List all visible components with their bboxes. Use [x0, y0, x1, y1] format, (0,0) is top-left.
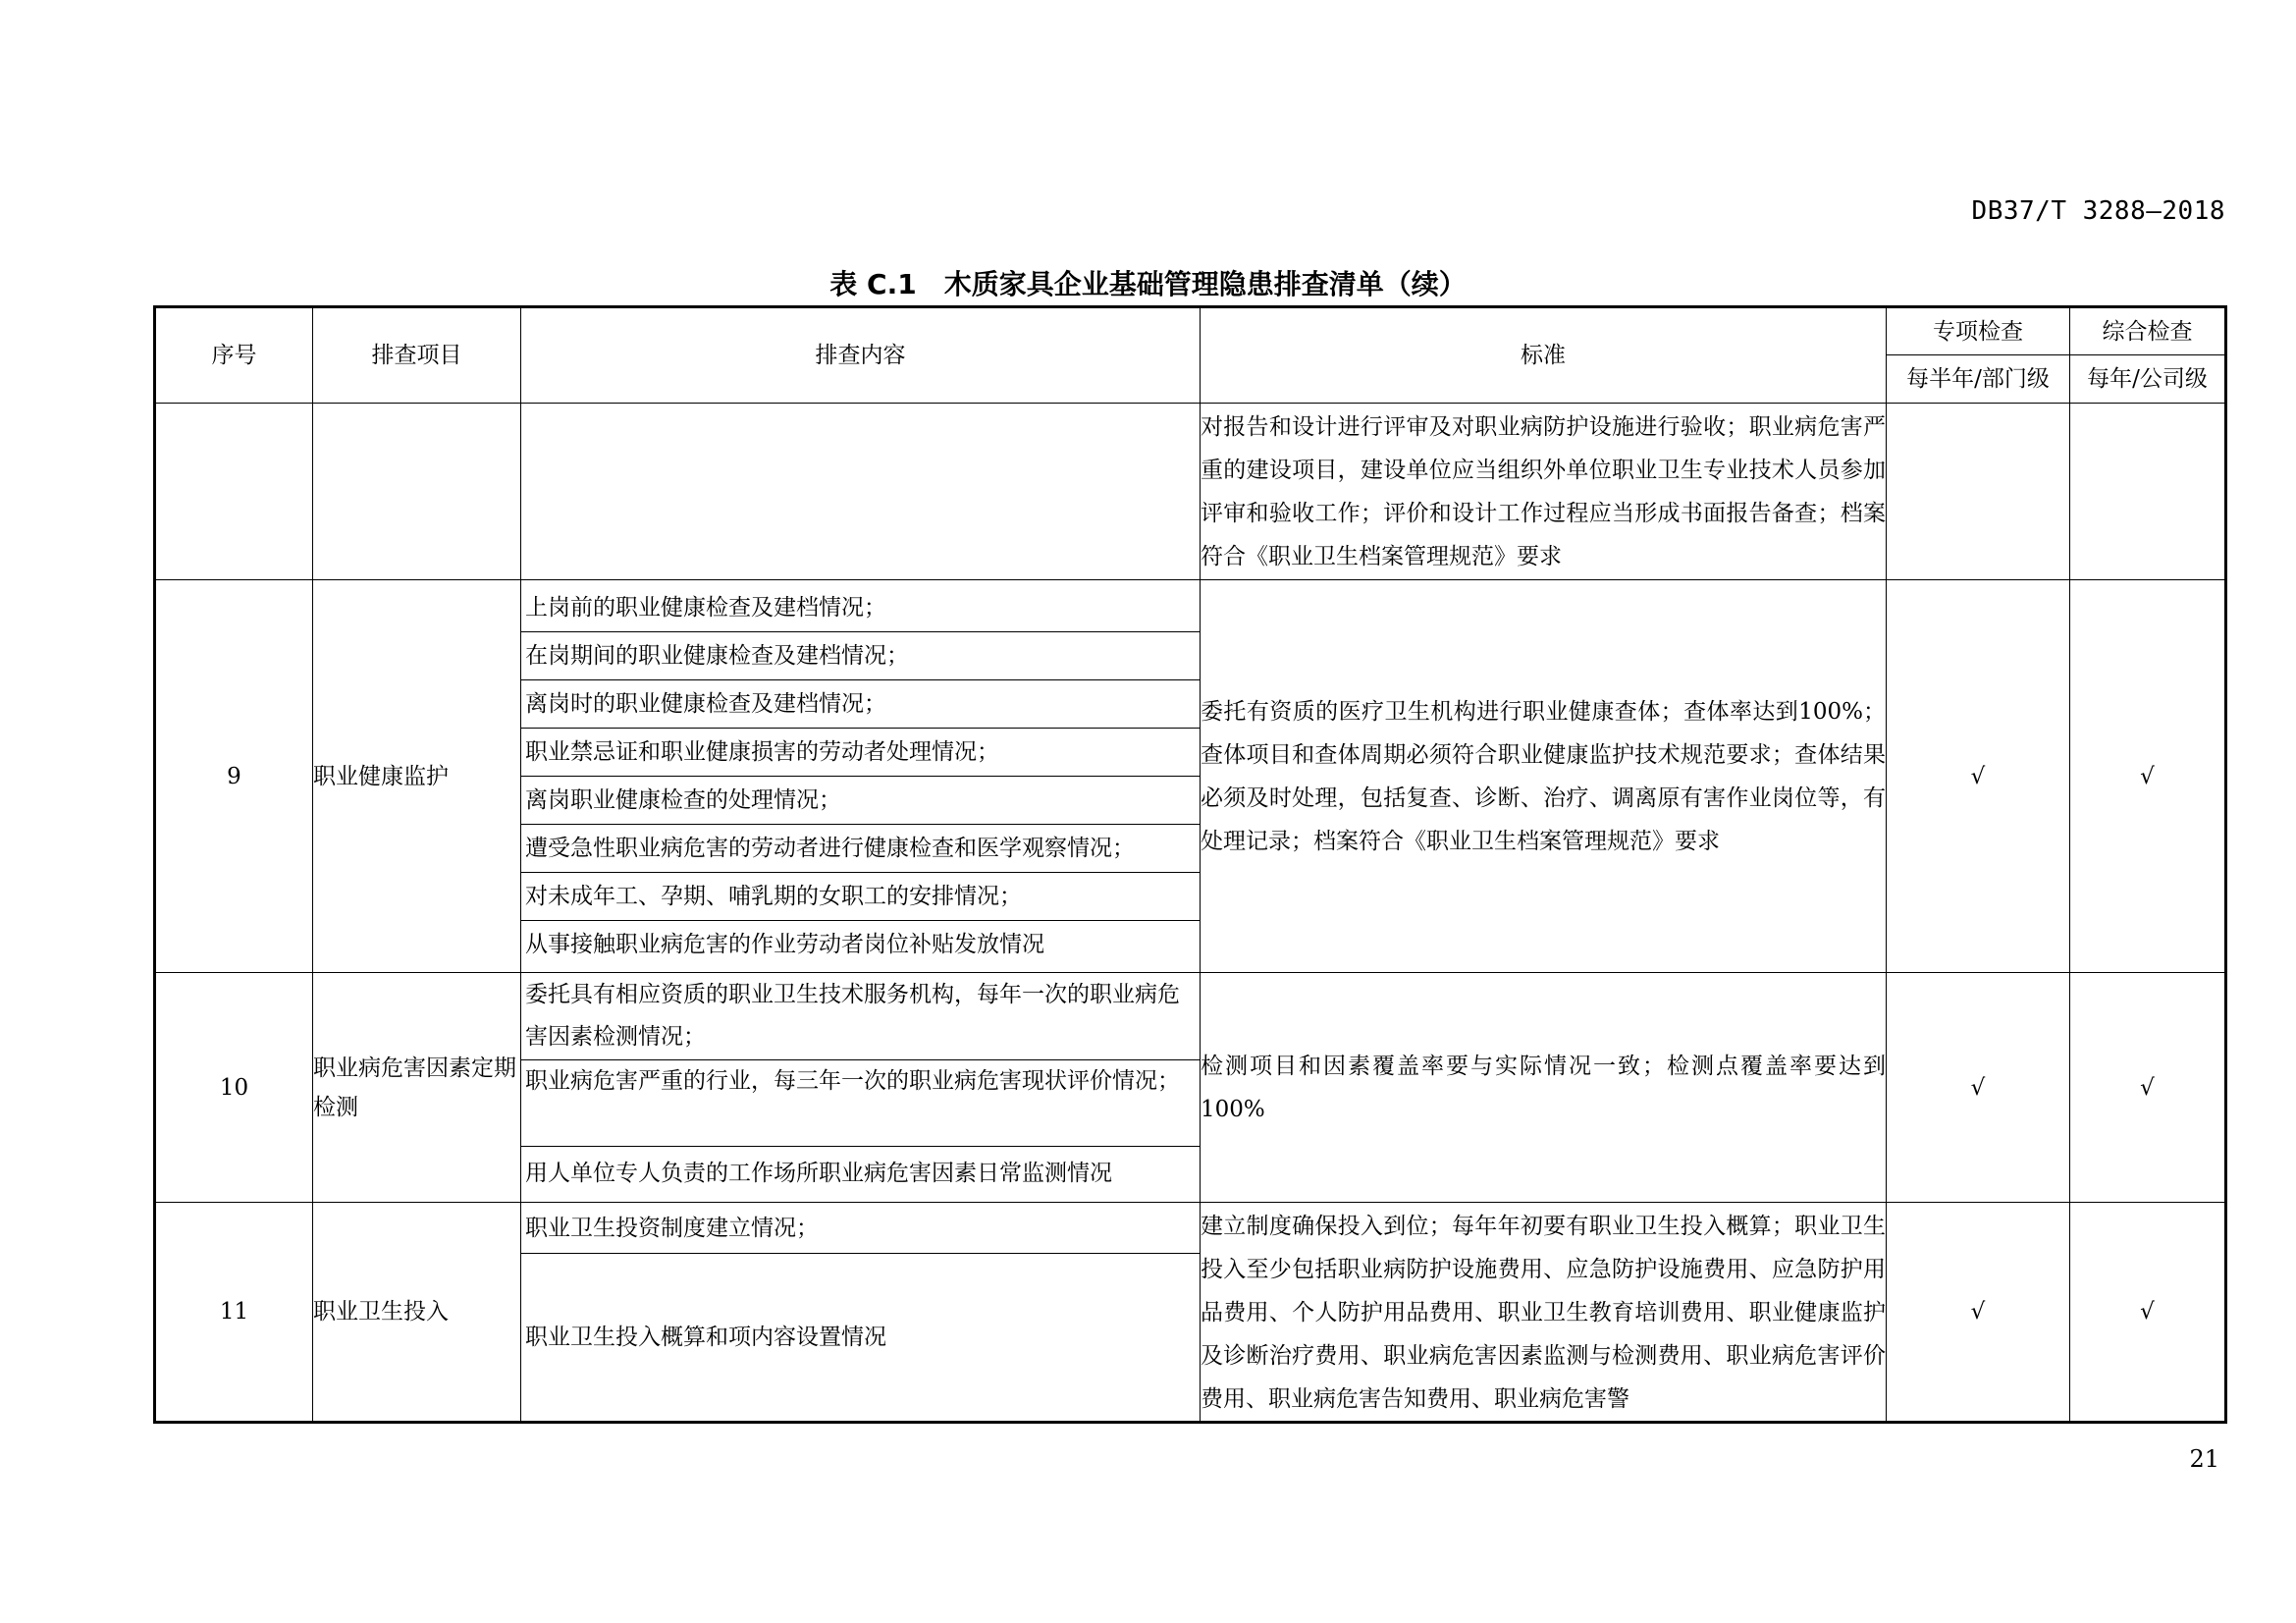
- general-check-mark: √: [2070, 973, 2226, 1203]
- content-item: 用人单位专人负责的工作场所职业病危害因素日常监测情况: [525, 1161, 1112, 1186]
- header-row: [155, 307, 2226, 355]
- header-general-check: 综合检查: [2070, 307, 2226, 355]
- content-cell: [521, 973, 1201, 1203]
- header-item: 排查项目: [313, 307, 521, 404]
- content-cell: [521, 1203, 1201, 1423]
- item-cell: 职业病危害因素定期检测: [313, 973, 521, 1203]
- content-item: 职业病危害严重的行业，每三年一次的职业病危害现状评价情况；: [521, 1060, 1200, 1147]
- table-row: [155, 973, 2226, 1203]
- table-row: [155, 404, 2226, 580]
- general-check-mark: √: [2070, 1203, 2226, 1423]
- hazard-checklist-table: [153, 305, 2227, 1424]
- content-item: 对未成年工、孕期、哺乳期的女职工的安排情况；: [521, 873, 1200, 921]
- item-cell: 职业卫生投入: [313, 1203, 521, 1423]
- item-cell: 职业健康监护: [313, 580, 521, 973]
- table-title: 表 C.1 木质家具企业基础管理隐患排查清单（续）: [829, 268, 1467, 300]
- content-item: 职业卫生投资制度建立情况；: [521, 1203, 1200, 1254]
- content-item: 离岗职业健康检查的处理情况；: [521, 777, 1200, 825]
- special-check-mark: √: [1887, 973, 2070, 1203]
- header-special-frequency: 每半年/部门级: [1887, 355, 2070, 404]
- header-content: 排查内容: [521, 307, 1201, 404]
- content-item: 职业禁忌证和职业健康损害的劳动者处理情况；: [521, 729, 1200, 777]
- special-check-cell: [1887, 404, 2070, 580]
- content-item: 委托具有相应资质的职业卫生技术服务机构，每年一次的职业病危害因素检测情况；: [521, 974, 1200, 1060]
- special-check-mark: √: [1887, 580, 2070, 973]
- table-row: [155, 1203, 2226, 1423]
- content-item-text: 职业卫生投入概算和项内容设置情况: [525, 1325, 886, 1350]
- header-general-frequency: 每年/公司级: [2070, 355, 2226, 404]
- seq-cell: 11: [155, 1203, 313, 1423]
- seq-cell: 9: [155, 580, 313, 973]
- content-item: 离岗时的职业健康检查及建档情况；: [521, 680, 1200, 729]
- standard-cell: 对报告和设计进行评审及对职业病防护设施进行验收；职业病危害严重的建设项目，建设单位应当组织外单位职业卫生专业技术人员参加评审和验收工作；评价和设计工作过程应当形成书面报告备查；档案符合《职业卫生档案管理规范》要求: [1201, 404, 1887, 580]
- header-special-check: 专项检查: [1887, 307, 2070, 355]
- general-check-mark: √: [2070, 580, 2226, 973]
- standard-cell: 委托有资质的医疗卫生机构进行职业健康查体；查体率达到100%；查体项目和查体周期必须符合职业健康监护技术规范要求；查体结果必须及时处理，包括复查、诊断、治疗、调离原有害作业岗位等，有处理记录；档案符合《职业卫生档案管理规范》要求: [1201, 580, 1887, 973]
- document-code: DB37/T 3288—2018: [1971, 196, 2225, 226]
- general-check-cell: [2070, 404, 2226, 580]
- header-standard: 标准: [1201, 307, 1887, 404]
- table-row: [155, 580, 2226, 973]
- header-seq: 序号: [155, 307, 313, 404]
- page-number: 21: [2189, 1445, 2219, 1473]
- content-item: 上岗前的职业健康检查及建档情况；: [521, 584, 1200, 632]
- content-item: 从事接触职业病危害的作业劳动者岗位补贴发放情况: [525, 932, 1044, 957]
- standard-cell: 检测项目和因素覆盖率要与实际情况一致；检测点覆盖率要达到100%: [1201, 973, 1887, 1203]
- seq-cell: [155, 404, 313, 580]
- content-cell: [521, 404, 1201, 580]
- standard-cell: 建立制度确保投入到位；每年年初要有职业卫生投入概算；职业卫生投入至少包括职业病防护设施费用、应急防护设施费用、应急防护用品费用、个人防护用品费用、职业卫生教育培训费用、职业健康监护及诊断治疗费用、职业病危害因素监测与检测费用、职业病危害评价费用、职业病危害告知费用、职业病危害警: [1201, 1203, 1887, 1423]
- seq-cell: 10: [155, 973, 313, 1203]
- content-item: 在岗期间的职业健康检查及建档情况；: [521, 632, 1200, 680]
- content-item: [521, 1254, 1200, 1421]
- content-cell: [521, 580, 1201, 973]
- item-cell: [313, 404, 521, 580]
- content-item: 遭受急性职业病危害的劳动者进行健康检查和医学观察情况；: [521, 825, 1200, 873]
- special-check-mark: √: [1887, 1203, 2070, 1423]
